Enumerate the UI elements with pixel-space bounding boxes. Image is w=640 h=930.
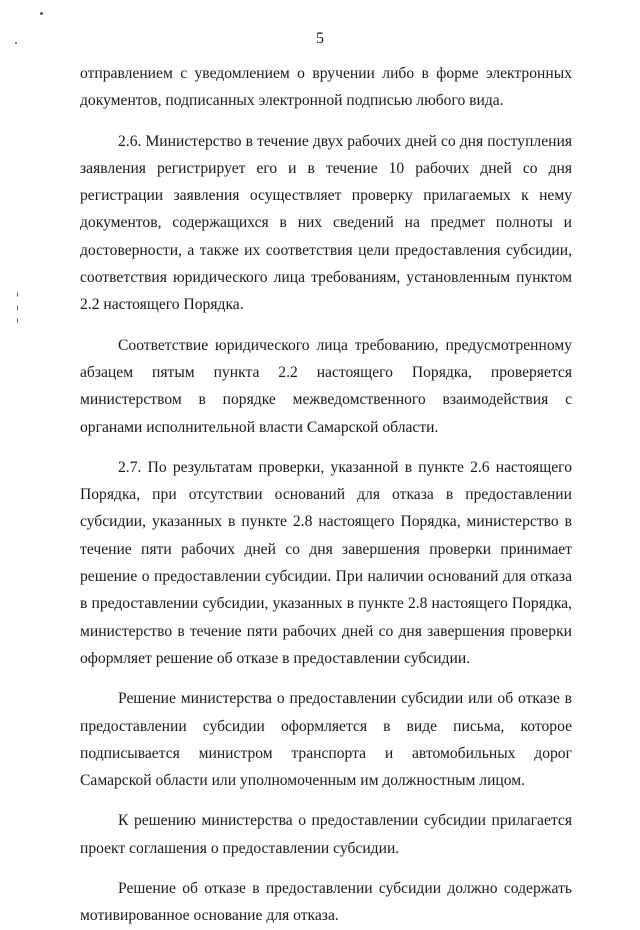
paragraph-attachment: К решению министерства о предоставлении субсидии прилагается проект соглашения о предоставлении субсидии. [80,812,572,857]
paragraph-1: отправлением с уведомлением о вручении либо в форме электронных документов, подписанных электронной подписью любого вида. [80,65,572,110]
paragraph-refusal: Решение об отказе в предоставлении субсидии должно содержать мотивированное основание для отказа. [80,880,572,925]
document-body [80,60,572,930]
paragraph-compliance: Соответствие юридического лица требованию, предусмотренному абзацем пятым пункта 2.2 настоящего Порядка, проверяется министерством в порядке межведомственного взаимодействия с органами исполнительной власти Самарской области. [80,336,572,436]
paragraph-2-7: 2.7. По результатам проверки, указанной в пункте 2.6 настоящего Порядка, при отсутствии оснований для отказа в предоставлении субсидии, указанных в пункте 2.8 настоящего Порядка, министерство в течение пяти рабочих дней со дня завершения проверки принимает решение о предоставлении субсидии. При наличии оснований для отказа в предоставлении субсидии, указанных в пункте 2.8 настоящего Порядка, министерство в течение пяти рабочих дней со дня завершения проверки оформляет решение об отказе в предоставлении субсидии. [80,458,572,667]
scan-speck [17,305,18,311]
paragraph-decision: Решение министерства о предоставлении субсидии или об отказе в предоставлении субсидии оформляется в виде письма, которое подписывается министром транспорта и автомобильных дорог Самарской области или уполномоченным им должностным лицом. [80,690,572,790]
paragraph-2-6: 2.6. Министерство в течение двух рабочих дней со дня поступления заявления регистрирует его и в течение 10 рабочих дней со дня регистрации заявления осуществляет проверку прилагаемых к нему документов, содержащихся в них сведений на предмет полноты и достоверности, а также их соответствия цели предоставления субсидии, соответствия юридического лица требованиям, установленным пунктом 2.2 настоящего Порядка. [80,132,572,314]
scan-speck [17,292,18,297]
scan-speck [17,318,18,323]
scan-speck [40,12,43,15]
page-number: 5 [316,30,324,47]
